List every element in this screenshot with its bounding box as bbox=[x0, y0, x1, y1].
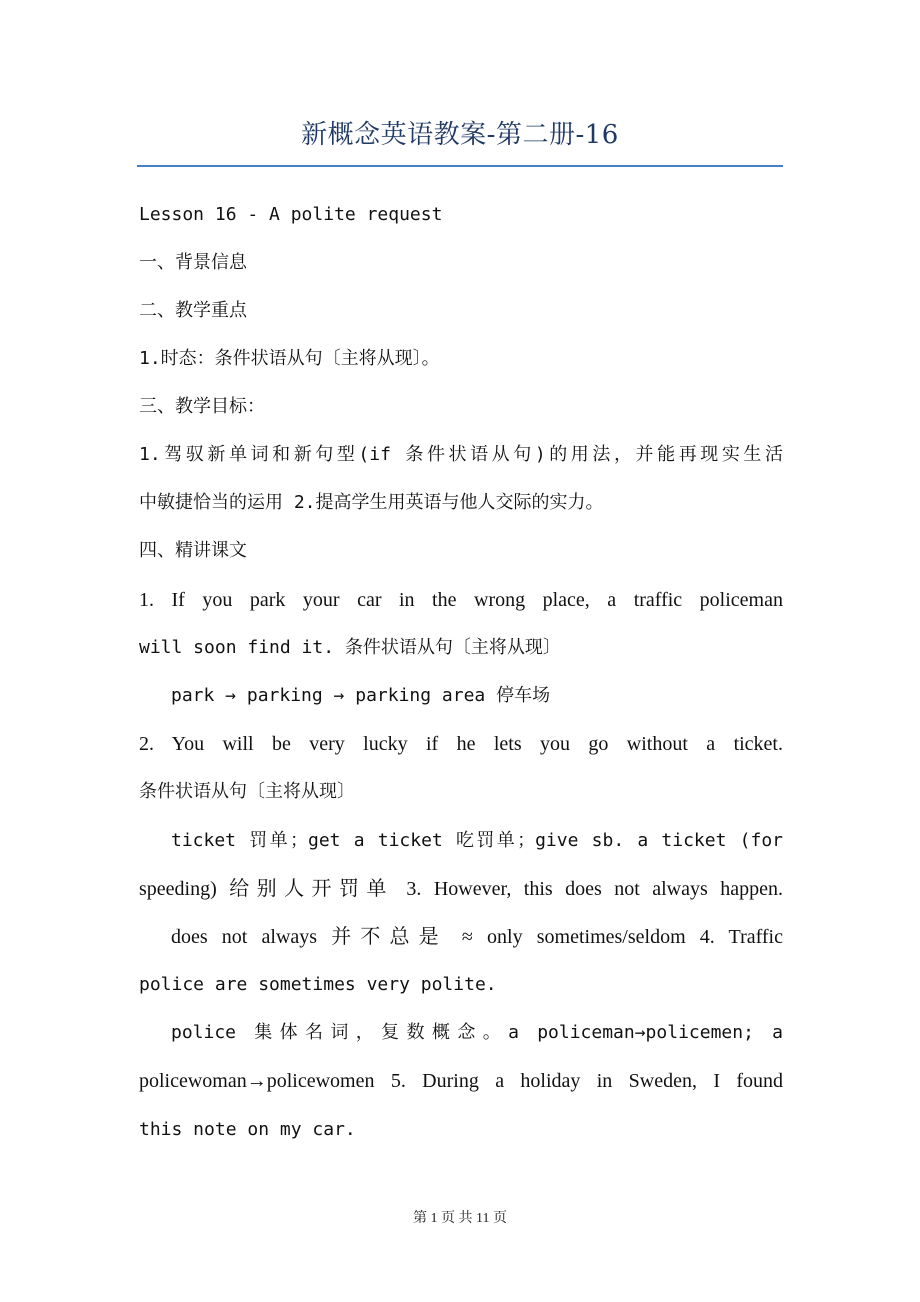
title-divider bbox=[137, 165, 783, 167]
objective-text: 中敏捷恰当的运用 2.提高学生用英语与他人交际的实力。 bbox=[139, 492, 604, 513]
lesson-heading: Lesson 16 - A polite request bbox=[139, 204, 443, 225]
section-heading-key-points: 二、教学重点 bbox=[139, 300, 247, 321]
vocab-note: park → parking → parking area 停车场 bbox=[171, 685, 551, 706]
page-number: 第 1 页 共 11 页 bbox=[413, 1211, 507, 1226]
section-heading-background: 一、背景信息 bbox=[139, 252, 247, 273]
sentence-5: policewoman→policewomen 5. During a holiday in Sweden, I found bbox=[139, 1070, 783, 1092]
section-heading-objectives: 三、教学目标： bbox=[139, 396, 265, 417]
key-point-item: 1.时态：条件状语从句〔主将从现〕。 bbox=[139, 348, 440, 369]
sentence-1-continued: will soon find it. 条件状语从句〔主将从现〕 bbox=[139, 637, 561, 658]
sentence-3: speeding) 给别人开罚单 3. However, this does not always happen. bbox=[139, 878, 783, 900]
vocab-note: ticket 罚单；get a ticket 吃罚单；give sb. a ticket (for bbox=[171, 830, 783, 851]
sentence-2: 2. You will be very lucky if he lets you go without a ticket. bbox=[139, 733, 783, 755]
sentence-4: police are sometimes very polite. bbox=[139, 974, 497, 995]
section-heading-text-study: 四、精讲课文 bbox=[139, 540, 247, 561]
sentence-5-continued: this note on my car. bbox=[139, 1119, 356, 1140]
document-title: 新概念英语教案-第二册-16 bbox=[301, 120, 619, 150]
objective-text: 1.驾驭新单词和新句型(if 条件状语从句)的用法，并能再现实生活 bbox=[139, 444, 783, 465]
grammar-note: 条件状语从句〔主将从现〕 bbox=[139, 781, 355, 802]
vocab-note: does not always 并不总是 ≈ only sometimes/seldom 4. Traffic bbox=[171, 926, 783, 948]
sentence-1: 1. If you park your car in the wrong place, a traffic policeman bbox=[139, 589, 783, 611]
vocab-note: police 集体名词，复数概念。a policeman→policemen; a bbox=[171, 1022, 783, 1043]
